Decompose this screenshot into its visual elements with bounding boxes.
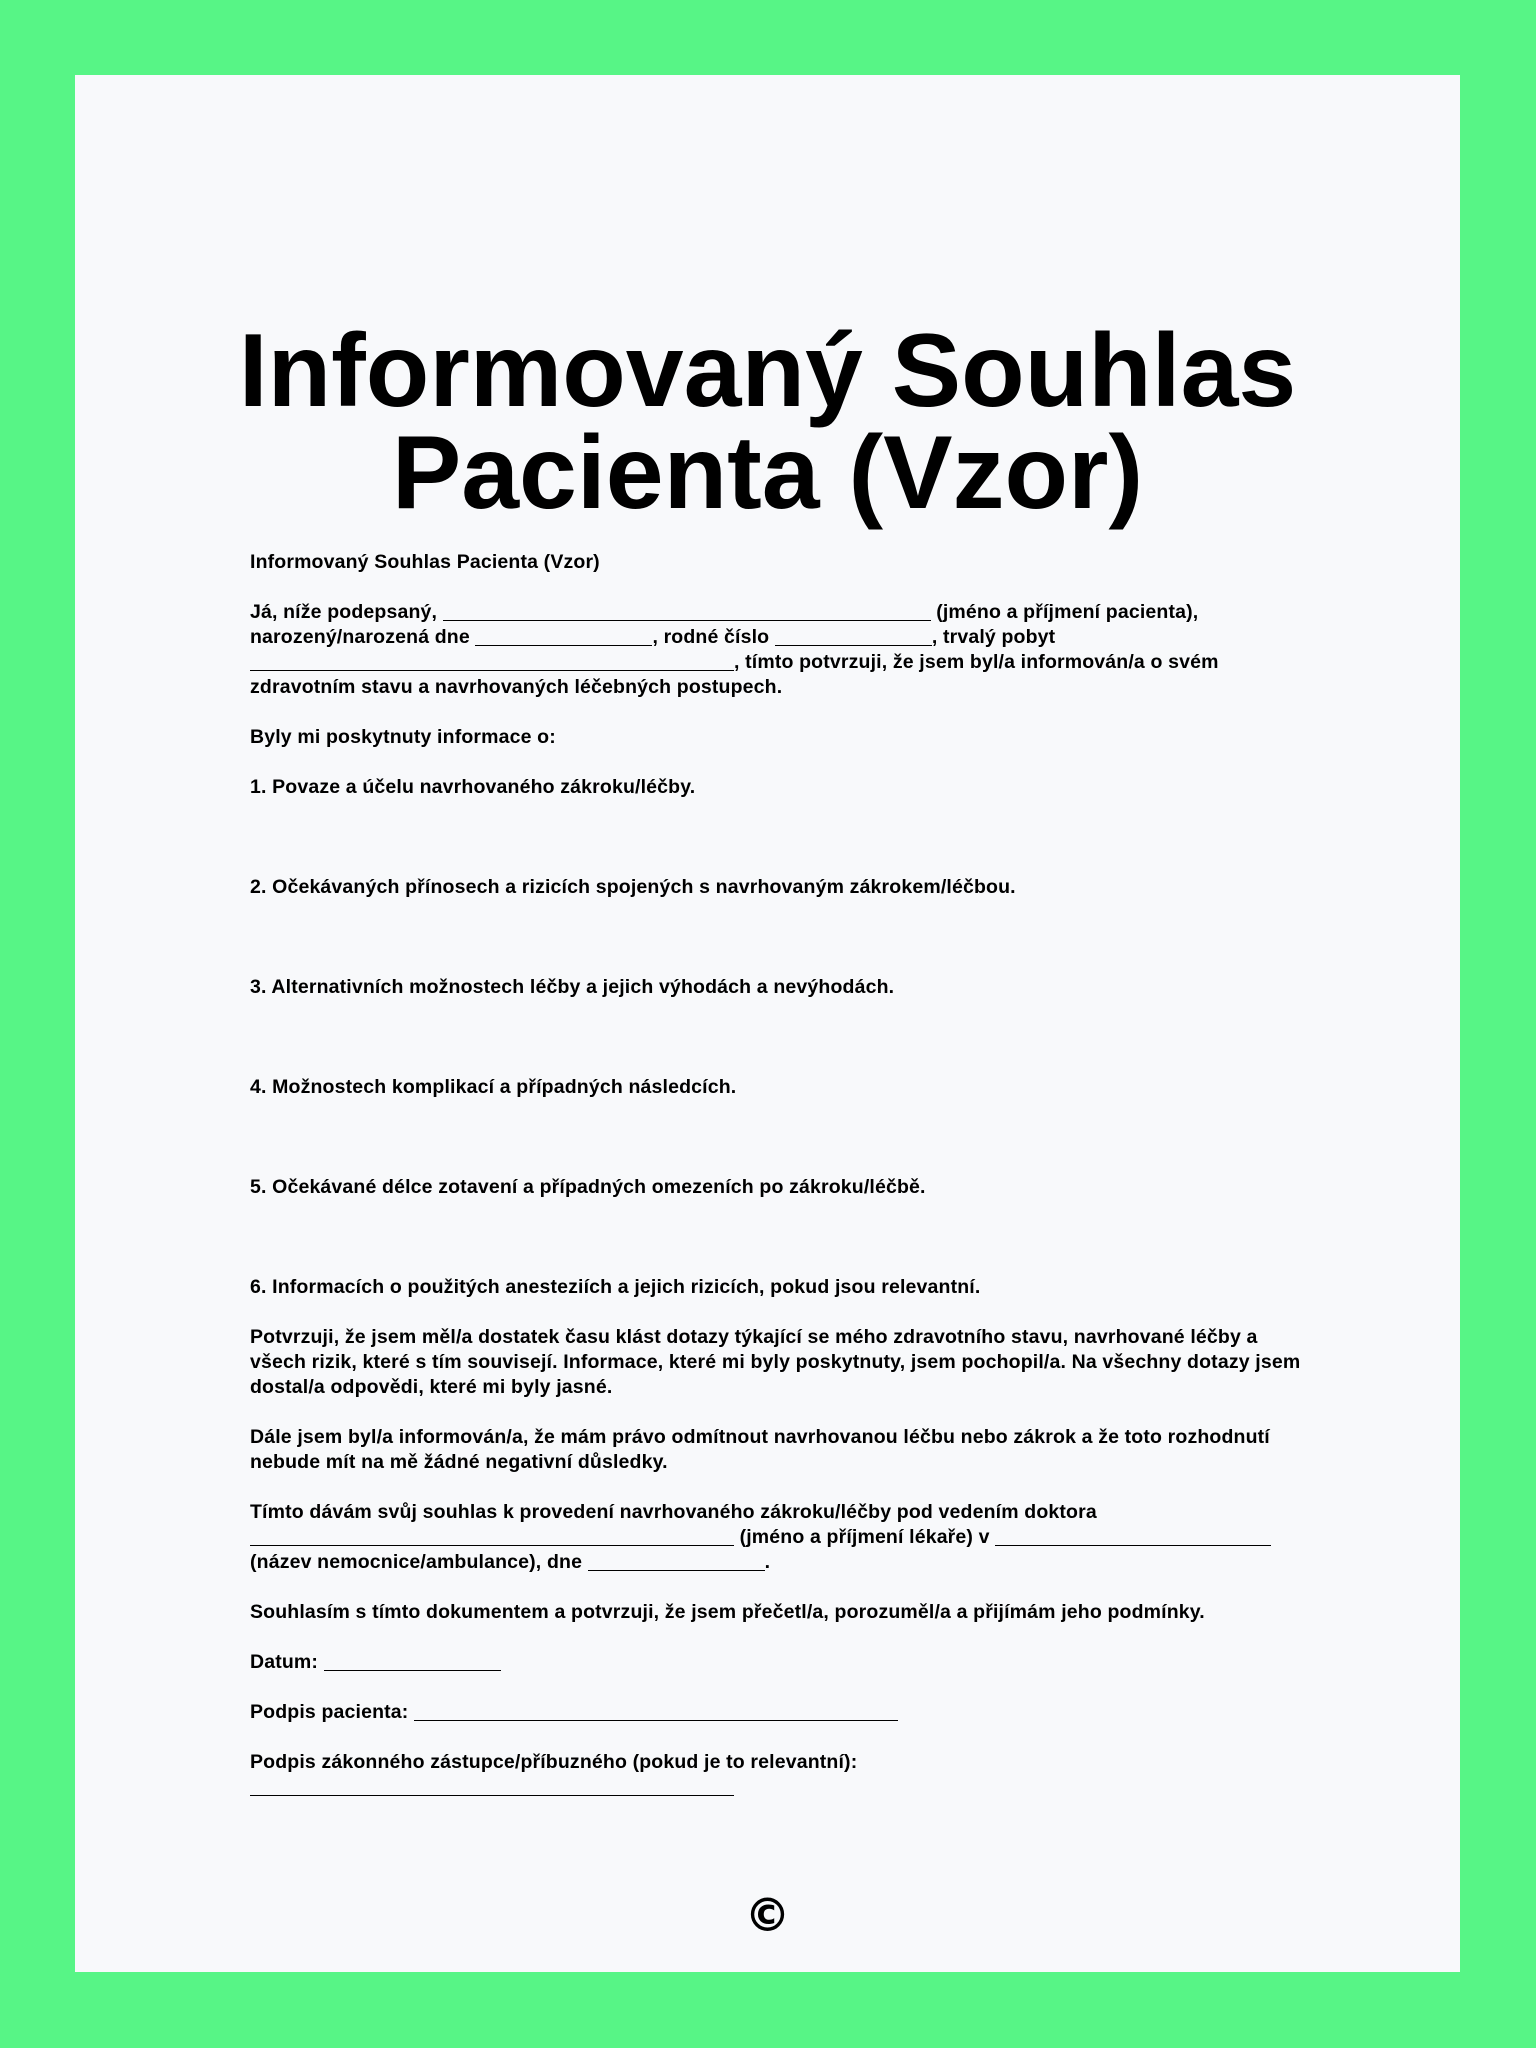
info-item-4: 4. Možnostech komplikací a případných následcích. bbox=[250, 1076, 737, 1098]
intro-text-4: , trvalý pobyt bbox=[931, 626, 1056, 648]
info-item-6: 6. Informacích o použitých anesteziích a jejich rizicích, pokud jsou relevantní. bbox=[250, 1276, 981, 1298]
refusal-paragraph: Dále jsem byl/a informován/a, že mám právo odmítnout navrhovanou léčbu nebo zákrok a že toto rozhodnutí nebude mít na mě žádné negativní důsledky. bbox=[250, 1426, 1270, 1473]
consent-text-3: (název nemocnice/ambulance), dne bbox=[250, 1551, 588, 1573]
intro-text-3: , rodné číslo bbox=[652, 626, 775, 648]
birth-date-blank bbox=[475, 626, 652, 646]
consent-paragraph bbox=[250, 1500, 1310, 1575]
intro-text-1: Já, níže podepsaný, bbox=[250, 601, 443, 623]
consent-text-4: . bbox=[764, 1551, 771, 1573]
copyright-symbol: © bbox=[744, 1888, 791, 1942]
patient-name-blank bbox=[443, 601, 931, 621]
info-item-1: 1. Povaze a účelu navrhovaného zákroku/léčby. bbox=[250, 776, 696, 798]
consent-text-1: Tímto dávám svůj souhlas k provedení navrhovaného zákroku/léčby pod vedením doktora bbox=[250, 1501, 1097, 1523]
patient-signature-blank bbox=[414, 1701, 898, 1721]
intro-text-5: , tímto potvrzuji, že jsem byl/a informován/a o svém zdravotním stavu a navrhovaných léčebných postupech. bbox=[250, 651, 1219, 698]
patient-signature-label: Podpis pacienta: bbox=[250, 1701, 414, 1723]
info-item-5: 5. Očekávané délce zotavení a případných omezeních po zákroku/léčbě. bbox=[250, 1176, 926, 1198]
birth-number-blank bbox=[775, 626, 932, 646]
date-blank bbox=[324, 1651, 501, 1671]
guardian-signature-line bbox=[250, 1750, 1310, 1800]
document-title: Informovaný Souhlas Pacienta (Vzor) bbox=[238, 313, 1297, 531]
consent-text-2: (jméno a příjmení lékaře) v bbox=[734, 1526, 996, 1548]
doctor-name-blank bbox=[250, 1526, 734, 1546]
info-item-3: 3. Alternativních možnostech léčby a jejich výhodách a nevýhodách. bbox=[250, 976, 895, 998]
document-page bbox=[75, 75, 1460, 1972]
consent-date-blank bbox=[588, 1551, 765, 1571]
guardian-signature-label: Podpis zákonného zástupce/příbuzného (pokud je to relevantní): bbox=[250, 1751, 858, 1773]
patient-intro-paragraph bbox=[250, 600, 1310, 700]
intro-text-2: (jméno a příjmení pacienta), narozený/narozená dne bbox=[250, 601, 1199, 648]
patient-signature-line bbox=[250, 1700, 1310, 1725]
address-blank bbox=[250, 651, 734, 671]
document-body bbox=[250, 550, 1310, 1800]
info-intro: Byly mi poskytnuty informace o: bbox=[250, 726, 556, 748]
guardian-signature-blank bbox=[250, 1776, 734, 1796]
hospital-name-blank bbox=[995, 1526, 1271, 1546]
document-heading: Informovaný Souhlas Pacienta (Vzor) bbox=[250, 551, 600, 573]
date-label: Datum: bbox=[250, 1651, 324, 1673]
agree-paragraph: Souhlasím s tímto dokumentem a potvrzuji, že jsem přečetl/a, porozuměl/a a přijímám jeho podmínky. bbox=[250, 1601, 1205, 1623]
confirm-paragraph: Potvrzuji, že jsem měl/a dostatek času klást dotazy týkající se mého zdravotního stavu, navrhované léčby a všech rizik, které s tím souvisejí. Informace, které mi byly poskytnuty, jsem pochopil/a. Na všechny dotazy jsem dostal/a odpovědi, které mi byly jasné. bbox=[250, 1326, 1301, 1398]
info-item-2: 2. Očekávaných přínosech a rizicích spojených s navrhovaným zákrokem/léčbou. bbox=[250, 876, 1016, 898]
date-line bbox=[250, 1650, 1310, 1675]
